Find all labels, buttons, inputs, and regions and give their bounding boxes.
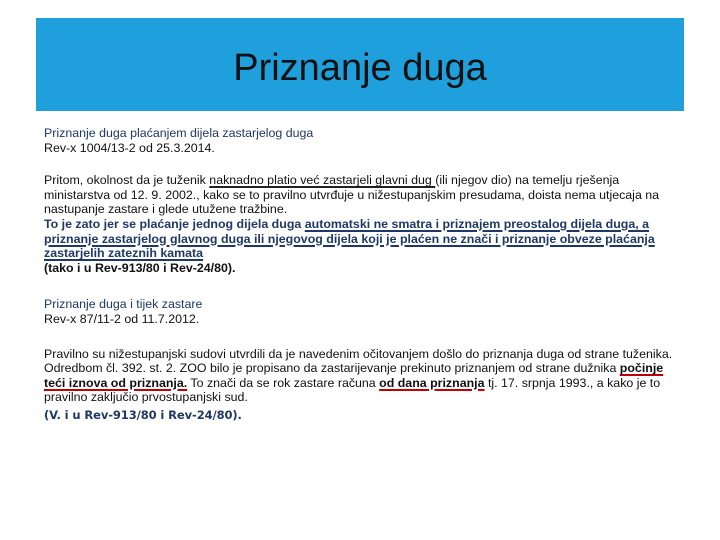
section2-paragraph: [44, 347, 684, 405]
s2-underlined-2: od dana priznanja: [379, 375, 485, 390]
para1-text-end: (ili njegov dio) na temelju rješenja ministarstva od 12. 9. 2002., kako se to pravilno utvrđuje u nižestupanjskim presudama, doista nema utjecaja na nastupanje zastare i glede utužene tražbine.: [44, 173, 660, 217]
s2-text-start: Pravilno su nižestupanjski sudovi utvrdili da je navedenim očitovanjem došlo do priznanja duga od strane tuženika. Odredbom čl. 392. st. 2. ZOO bilo je propisano da zastarijevanje prekinuto priznanjem od strane dužnika: [44, 346, 673, 376]
section1-paragraph-1: [44, 173, 684, 217]
para1-text-start: Pritom, okolnost da je tuženik: [44, 173, 210, 188]
section1-heading: Priznanje duga plaćanjem dijela zastarjelog duga: [44, 126, 314, 140]
s2-text-end: tj. 17. srpnja 1993., a kako je to pravilno zaključio prvostupanjski sud.: [44, 375, 661, 405]
s2-text-mid: To znači da se rok zastare računa: [187, 375, 380, 390]
slide-content: [44, 126, 684, 423]
para2-underlined: automatski ne smatra i priznajem preostalog dijela duga, a priznanje zastarjelog glavnog duga ili njegovog dijela koji je plaćen ne znači i priznanje obveze plaćanja zastarjelih zateznih kamata: [44, 216, 655, 261]
s2-underlined-1: počinje teći iznova od priznanja.: [44, 361, 664, 390]
spacer: [44, 155, 684, 173]
para1-underlined: naknadno platio već zastarjeli glavni dug: [209, 173, 436, 188]
title-bar: [36, 18, 684, 111]
para2-text-start: To je zato jer se plaćanje jednog dijela duga: [44, 216, 305, 231]
slide-title: Priznanje duga: [233, 47, 487, 89]
section1-ref: Rev-x 1004/13-2 od 25.3.2014.: [44, 140, 215, 155]
section1-paragraph-2: [44, 217, 684, 261]
section2-footer-ref: (V. i u Rev-913/80 i Rev-24/80).: [44, 407, 242, 422]
section1-paragraph-2-ref: (tako i u Rev-913/80 i Rev-24/80).: [44, 260, 236, 275]
spacer: [44, 327, 684, 347]
section2-ref: Rev-x 87/11-2 od 11.7.2012.: [44, 311, 200, 326]
section2-heading: Priznanje duga i tijek zastare: [44, 297, 203, 312]
spacer: [44, 275, 684, 297]
